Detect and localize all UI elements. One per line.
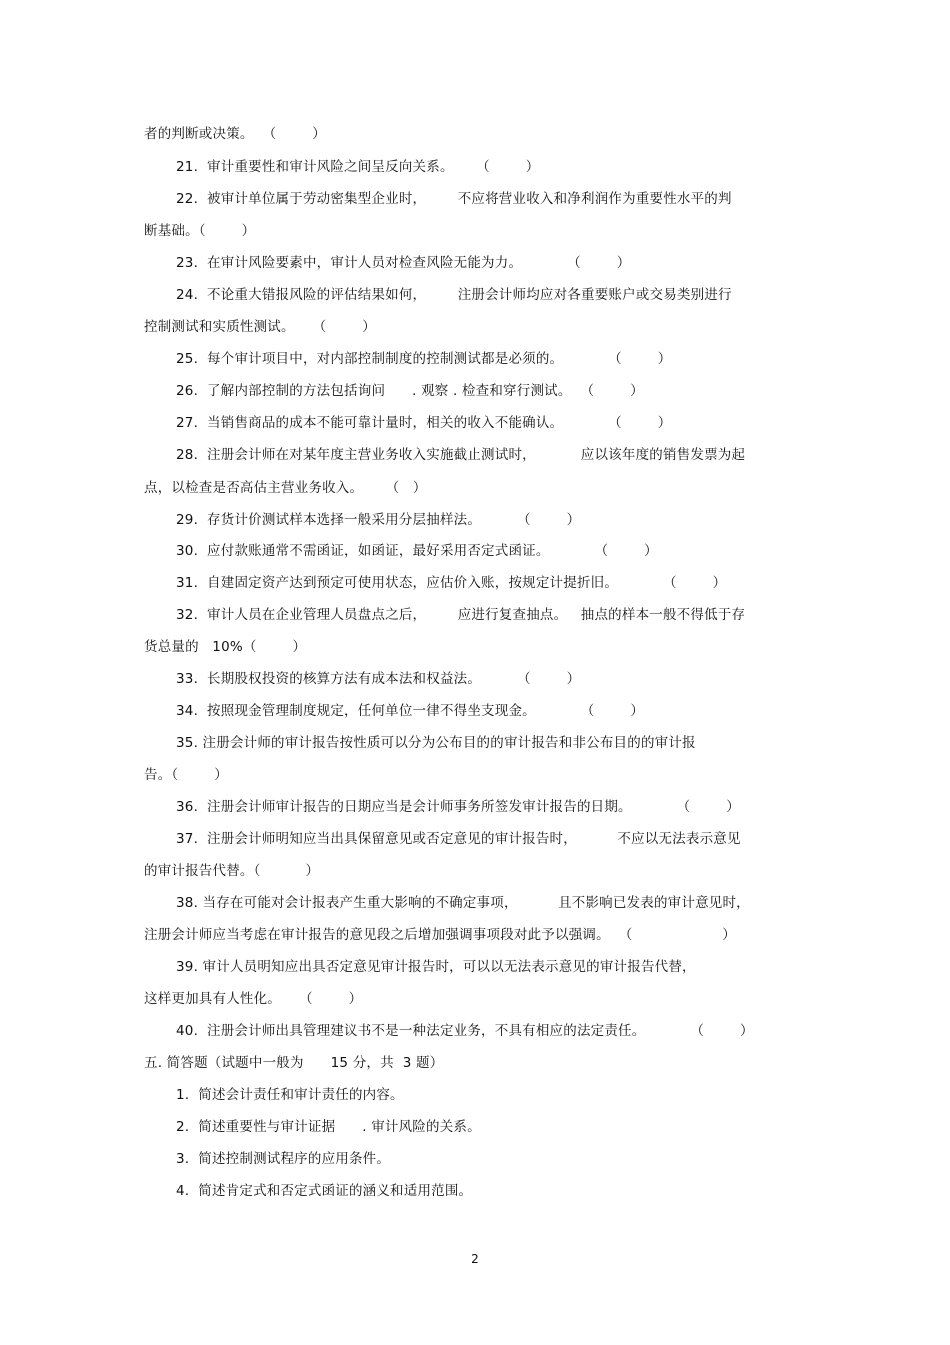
question-37: 37. 注册会计师明知应当出具保留意见或否定意见的审计报告时， 不应以无法表示意见 <box>176 831 741 847</box>
question-30: 30. 应付款账通常不需函证，如函证，最好采用否定式函证。 （ ） <box>176 543 658 559</box>
section-heading: 五. 简答题（试题中一般为 15 分，共 3 题） <box>144 1055 444 1071</box>
question-27: 27. 当销售商品的成本不能可靠计量时，相关的收入不能确认。 （ ） <box>176 415 672 431</box>
short-answer-4: 4. 简述肯定式和否定式函证的涵义和适用范围。 <box>176 1183 473 1199</box>
question-35: 35. 注册会计师的审计报告按性质可以分为公布目的的审计报告和非公布目的的审计报 <box>176 735 696 751</box>
text-line: 断基础。（ ） <box>144 223 256 239</box>
text-line: 告。（ ） <box>144 767 228 783</box>
question-22: 22. 被审计单位属于劳动密集型企业时， 不应将营业收入和净利润作为重要性水平的判 <box>176 191 732 207</box>
question-31: 31. 自建固定资产达到预定可使用状态，应估价入账，按规定计提折旧。 （ ） <box>176 575 727 591</box>
question-24: 24. 不论重大错报风险的评估结果如何， 注册会计师均应对各重要账户或交易类别进行 <box>176 287 732 303</box>
question-21: 21. 审计重要性和审计风险之间呈反向关系。 （ ） <box>176 159 540 175</box>
text-line: 者的判断或决策。 （ ） <box>144 126 326 142</box>
question-36: 36. 注册会计师审计报告的日期应当是会计师事务所签发审计报告的日期。 （ ） <box>176 799 740 815</box>
question-38: 38. 当存在可能对会计报表产生重大影响的不确定事项， 且不影响已发表的审计意见时， <box>176 895 750 911</box>
question-33: 33. 长期股权投资的核算方法有成本法和权益法。 （ ） <box>176 671 581 687</box>
short-answer-3: 3. 简述控制测试程序的应用条件。 <box>176 1151 391 1167</box>
question-39: 39. 审计人员明知应出具否定意见审计报告时，可以以无法表示意见的审计报告代替， <box>176 959 696 975</box>
short-answer-1: 1. 简述会计责任和审计责任的内容。 <box>176 1087 404 1103</box>
text-line: 的审计报告代替。（ ） <box>144 863 320 879</box>
page-number: 2 <box>471 1252 479 1266</box>
question-25: 25. 每个审计项目中，对内部控制制度的控制测试都是必须的。 （ ） <box>176 351 672 367</box>
text-line: 注册会计师应当考虑在审计报告的意见段之后增加强调事项段对此予以强调。 （ ） <box>144 927 737 943</box>
text-line: 点，以检查是否高估主营业务收入。 （ ） <box>144 480 427 496</box>
question-34: 34. 按照现金管理制度规定，任何单位一律不得坐支现金。 （ ） <box>176 703 645 719</box>
question-32: 32. 审计人员在企业管理人员盘点之后， 应进行复查抽点。 抽点的样本一般不得低于存 <box>176 607 746 623</box>
question-28: 28. 注册会计师在对某年度主营业务收入实施截止测试时， 应以该年度的销售发票为起 <box>176 447 746 463</box>
question-26: 26. 了解内部控制的方法包括询问 . 观察 . 检查和穿行测试。 （ ） <box>176 383 644 399</box>
text-line: 货总量的 10%（ ） <box>144 639 307 655</box>
question-40: 40. 注册会计师出具管理建议书不是一种法定业务，不具有相应的法定责任。 （ ） <box>176 1023 754 1039</box>
text-line: 这样更加具有人性化。 （ ） <box>144 991 363 1007</box>
question-29: 29. 存货计价测试样本选择一般采用分层抽样法。 （ ） <box>176 512 581 528</box>
text-line: 控制测试和实质性测试。 （ ） <box>144 319 376 335</box>
question-23: 23. 在审计风险要素中，审计人员对检查风险无能为力。 （ ） <box>176 255 631 271</box>
short-answer-2: 2. 简述重要性与审计证据 . 审计风险的关系。 <box>176 1119 481 1135</box>
